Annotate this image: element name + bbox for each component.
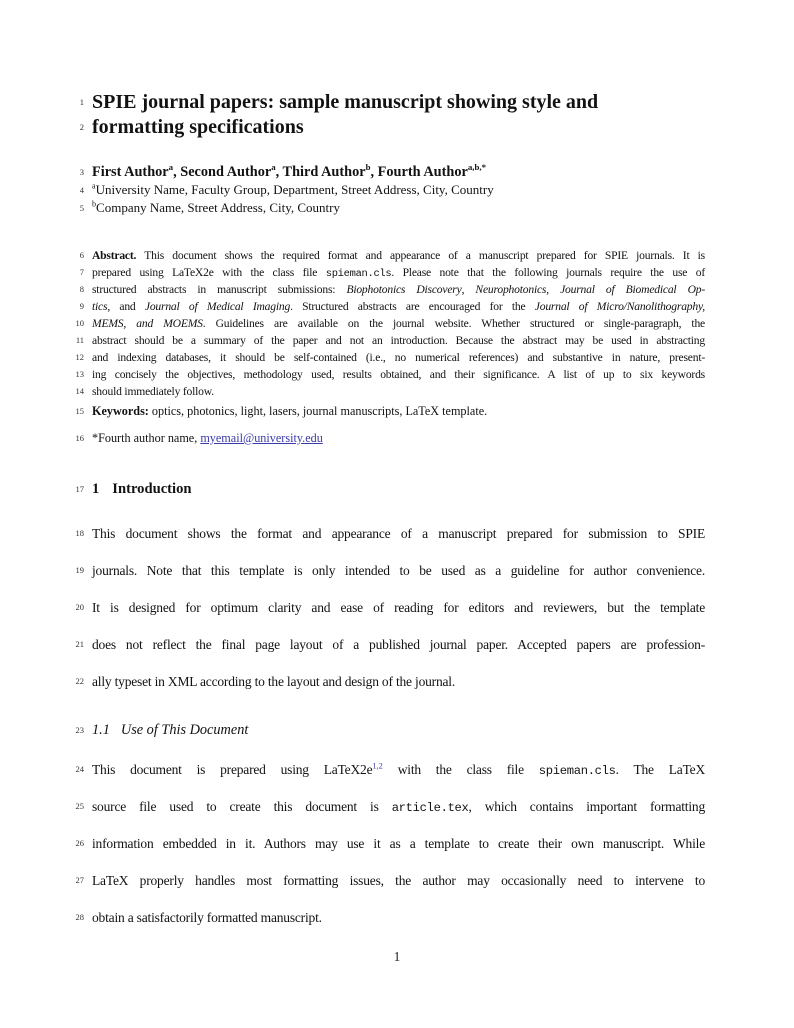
text-segment: a,b,*	[467, 162, 487, 173]
affiliation-text	[92, 182, 494, 197]
text-segment: . The LaTeX	[615, 762, 706, 777]
body-line	[75, 862, 705, 899]
body-text	[92, 910, 322, 925]
line-number: 25	[75, 801, 84, 811]
abstract-block	[75, 247, 706, 400]
text-segment: a	[92, 181, 96, 191]
text-segment: spieman.cls	[325, 268, 392, 280]
line-number: 14	[75, 386, 84, 396]
text-segment: 1	[92, 481, 100, 497]
author-block	[79, 162, 705, 217]
text-segment: tics	[92, 300, 108, 313]
line-number: 2	[79, 122, 84, 132]
section-heading-text	[92, 481, 192, 497]
line-number: 17	[75, 484, 84, 494]
body-line	[75, 626, 705, 663]
abstract-text	[92, 334, 705, 347]
body-text	[92, 799, 705, 814]
body-line	[75, 751, 706, 788]
line-number: 3	[79, 167, 84, 177]
line-number: 9	[79, 301, 84, 311]
text-segment: does not reflect the final page layout of a published journal paper. Accepted papers are profession-	[92, 637, 705, 652]
line-number: 22	[75, 676, 84, 686]
text-segment: ,	[546, 283, 561, 296]
abstract-text	[92, 283, 705, 296]
text-segment: First Author	[92, 164, 169, 180]
corresponding-author-block	[75, 430, 705, 447]
text-segment: formatting specifications	[92, 116, 304, 138]
text-segment: ,	[461, 283, 476, 296]
text-segment: Abstract.	[92, 249, 137, 262]
abstract-text	[92, 266, 705, 279]
line-number: 4	[79, 185, 84, 195]
text-segment: University Name, Faculty Group, Department, Street Address, City, Country	[95, 182, 494, 197]
body-text	[92, 762, 705, 777]
text-segment: , Second Author	[173, 164, 272, 180]
abstract-text	[92, 368, 705, 381]
title-text	[92, 91, 598, 113]
text-segment: Journal of Micro/Nanolithography,	[534, 300, 705, 313]
text-segment: Company Name, Street Address, City, Country	[96, 200, 340, 215]
text-segment: structured abstracts in manuscript submissions:	[92, 283, 347, 296]
text-segment: Neurophotonics	[475, 283, 547, 296]
body-text	[92, 600, 705, 615]
keywords-line	[75, 403, 705, 420]
body-text	[92, 674, 455, 689]
text-segment: MEMS, and MOEMS	[92, 317, 203, 330]
text-segment: 1.1	[92, 722, 110, 738]
body-line	[75, 552, 705, 589]
text-segment: *Fourth author name,	[92, 431, 201, 445]
body-line	[75, 788, 705, 825]
keywords-block	[75, 403, 705, 420]
text-segment: obtain a satisfactorily formatted manuscript.	[92, 910, 322, 925]
text-segment: It is designed for optimum clarity and ease of reading for editors and reviewers, but the template	[92, 600, 705, 615]
text-segment: Introduction	[112, 481, 192, 497]
line-number: 11	[75, 335, 84, 345]
line-number: 27	[75, 875, 84, 885]
line-number: 26	[75, 838, 84, 848]
corresponding-author-text	[92, 431, 323, 445]
line-number: 28	[75, 912, 84, 922]
text-segment: Journal of Medical Imaging	[144, 300, 291, 313]
title-line	[79, 90, 705, 115]
abstract-line	[75, 383, 705, 400]
body-line	[75, 515, 705, 552]
keywords-text	[92, 404, 487, 418]
body-line	[75, 589, 705, 626]
line-number: 5	[79, 203, 84, 213]
title-line	[79, 115, 705, 140]
line-number: 13	[75, 369, 84, 379]
line-number: 23	[75, 725, 84, 735]
line-number: 19	[75, 565, 84, 575]
text-segment: journals. Note that this template is only intended to be used as a guideline for author convenience.	[92, 563, 705, 578]
abstract-line	[79, 298, 705, 315]
text-segment: information embedded in it. Authors may use it as a template to create their own manuscript. While	[92, 836, 705, 851]
citation-link[interactable]: 1,2	[372, 761, 383, 771]
abstract-line	[75, 349, 705, 366]
text-segment: optics, photonics, light, lasers, journal manuscripts, LaTeX template.	[148, 404, 488, 418]
text-segment: This document is prepared using LaTeX2e	[92, 762, 373, 777]
abstract-text	[92, 300, 705, 313]
abstract-text	[92, 351, 705, 364]
text-segment: with the class file	[382, 762, 539, 777]
abstract-line	[79, 264, 705, 281]
use-of-document-paragraph	[75, 751, 706, 936]
page-number: 1	[393, 949, 401, 964]
line-number: 24	[75, 764, 84, 774]
text-segment: Use of This Document	[120, 722, 249, 738]
abstract-line	[75, 315, 705, 332]
body-line	[75, 899, 705, 936]
line-number: 16	[75, 433, 84, 443]
text-segment: Biophotonics Discovery	[346, 283, 462, 296]
line-number: 10	[75, 318, 84, 328]
text-segment: abstract should be a summary of the paper and not an introduction. Because the abstract may be used in abstracting	[92, 334, 705, 347]
text-segment: Keywords:	[92, 404, 149, 418]
text-segment: . Please note that the following journals require the use of	[391, 266, 705, 279]
text-segment: . Guidelines are available on the journal website. Whether structured or single-paragraph, the	[202, 317, 705, 330]
body-line	[75, 663, 705, 700]
text-segment: Journal of Biomedical Op-	[560, 283, 706, 296]
text-segment: . Structured abstracts are encouraged for the	[290, 300, 535, 313]
line-number: 1	[79, 97, 84, 107]
line-number: 18	[75, 528, 84, 538]
text-segment: LaTeX properly handles most formatting issues, the author may occasionally need to intervene to	[92, 873, 705, 888]
affiliation-line	[79, 199, 705, 217]
text-segment: , Fourth Author	[370, 164, 468, 180]
text-segment: source file used to create this document is	[92, 799, 392, 814]
body-text	[92, 563, 705, 578]
text-segment: , and	[107, 300, 145, 313]
line-number: 21	[75, 639, 84, 649]
corresponding-author-line	[75, 430, 705, 447]
text-segment: spieman.cls	[538, 764, 616, 778]
title-text	[92, 116, 304, 138]
text-segment: SPIE journal papers: sample manuscript showing style and	[92, 91, 599, 113]
text-segment: should immediately follow.	[92, 385, 214, 398]
text-segment: article.tex	[391, 801, 469, 815]
subsection-heading-use-of-this-document	[75, 721, 705, 739]
page-content	[75, 0, 706, 936]
section-heading-block	[75, 480, 705, 499]
text-segment: This document shows the required format and appearance of a manuscript prepared for SPIE journals. It is	[136, 249, 705, 262]
line-number: 8	[79, 284, 84, 294]
text-segment: and indexing databases, it should be self-contained (i.e., no numerical references) and substantive in nature, present-	[92, 351, 705, 364]
body-text	[92, 637, 705, 652]
authors-line	[79, 162, 705, 181]
text-segment: b	[365, 162, 371, 173]
abstract-text	[92, 385, 214, 398]
text-segment: This document shows the format and appearance of a manuscript prepared for submission to SPIE	[92, 526, 705, 541]
subsection-heading-block	[75, 721, 705, 739]
introduction-paragraph	[75, 515, 705, 700]
body-text	[92, 526, 705, 541]
text-segment: , which contains important formatting	[468, 799, 705, 814]
line-number: 12	[75, 352, 84, 362]
line-number: 15	[75, 406, 84, 416]
authors-text	[92, 164, 486, 180]
line-number: 7	[79, 267, 84, 277]
abstract-line	[75, 332, 705, 349]
abstract-line	[79, 247, 705, 264]
paper-title-block	[79, 90, 705, 140]
body-text	[92, 873, 705, 888]
line-number: 6	[79, 250, 84, 260]
body-line	[75, 825, 705, 862]
abstract-text	[92, 317, 705, 330]
affiliation-line	[79, 181, 705, 199]
line-number: 20	[75, 602, 84, 612]
abstract-text	[92, 249, 705, 262]
text-segment: prepared using LaTeX2e with the class file	[92, 266, 326, 279]
section-heading-introduction	[75, 480, 705, 499]
body-text	[92, 836, 705, 851]
abstract-line	[75, 366, 705, 383]
text-segment: b	[92, 199, 97, 209]
text-segment: a	[271, 162, 276, 173]
affiliation-text	[92, 200, 340, 215]
text-segment: , Third Author	[275, 164, 366, 180]
text-segment: ing concisely the objectives, methodology used, results obtained, and their significance. A list of up to six keywords	[92, 368, 705, 381]
abstract-line	[79, 281, 706, 298]
email-link[interactable]: myemail@university.edu	[200, 431, 323, 445]
subsection-heading-text	[92, 722, 248, 738]
text-segment: ally typeset in XML according to the layout and design of the journal.	[92, 674, 456, 689]
text-segment: a	[168, 162, 174, 173]
